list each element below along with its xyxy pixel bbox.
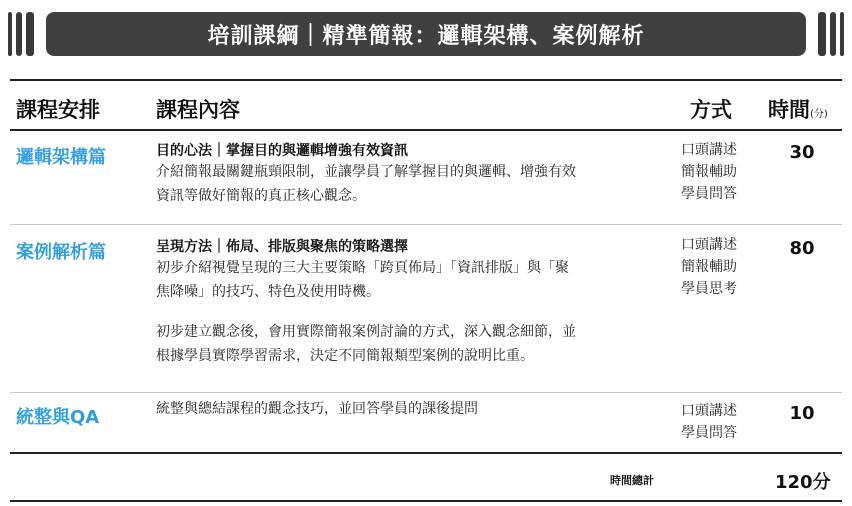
row-topic: 目的心法｜掌握目的與邏輯增強有效資訊 [156,143,408,159]
row-section-summary: 統整與QA [16,407,100,428]
title-banner [46,12,806,56]
method-line: 口頭講述 [681,403,737,419]
column-header-content: 課程內容 [156,98,240,122]
decorative-bars-left [8,12,34,56]
method-line: 簡報輔助 [681,259,737,275]
row-method [681,400,737,444]
page-title: 培訓課綱｜精準簡報：邏輯架構、案例解析 [207,23,645,49]
method-line: 學員問答 [681,425,737,441]
header-bottom-rule [10,129,842,131]
row-description-secondary [156,320,576,368]
table-bottom-rule [10,500,842,502]
row-description [156,160,576,208]
description-line: 初步介紹視覺呈現的三大主要策略「跨頁佈局」「資訊排版」與「聚 [156,260,569,276]
row-section-cases: 案例解析篇 [16,242,106,263]
row-minutes: 30 [789,142,815,163]
row-section-logic: 邏輯架構篇 [16,147,106,168]
bar-decoration [830,12,836,56]
column-header-schedule: 課程安排 [16,98,100,122]
time-label: 時間 [768,98,810,122]
table-top-rule [10,79,842,81]
description-line: 初步建立觀念後，會用實際簡報案例討論的方式，深入觀念細節，並 [156,324,576,340]
row-description [156,256,569,304]
row-divider [10,392,842,393]
method-line: 簡報輔助 [681,164,737,180]
description-line: 資訊等做好簡報的真正核心觀念。 [156,188,366,204]
time-unit: (分) [810,109,828,120]
column-header-method: 方式 [690,98,732,122]
row-topic: 呈現方法｜佈局、排版與聚焦的策略選擇 [156,239,408,255]
description-line: 統整與總結課程的觀念技巧，並回答學員的課後提問 [156,401,478,417]
bar-decoration [26,12,34,56]
total-top-rule [10,452,842,454]
description-line: 根據學員實際學習需求，決定不同簡報類型案例的說明比重。 [156,348,534,364]
row-description [156,397,478,421]
total-value: 120分 [775,472,831,493]
description-line: 介紹簡報最關鍵瓶頸限制，並讓學員了解掌握目的與邏輯、增強有效 [156,164,576,180]
description-line: 焦降噪」的技巧、特色及使用時機。 [156,284,380,300]
row-method [681,234,737,300]
bar-decoration [840,12,844,56]
bar-decoration [16,12,22,56]
row-divider [10,224,842,225]
row-method [681,139,737,205]
row-minutes: 10 [789,403,815,424]
method-line: 學員問答 [681,186,737,202]
bar-decoration [8,12,12,56]
total-label: 時間總計 [610,474,654,487]
row-minutes: 80 [789,238,815,259]
header-banner [0,8,852,58]
decorative-bars-right [818,12,844,56]
bar-decoration [818,12,826,56]
column-header-time [768,94,828,124]
method-line: 學員思考 [681,281,737,297]
method-line: 口頭講述 [681,237,737,253]
method-line: 口頭講述 [681,142,737,158]
